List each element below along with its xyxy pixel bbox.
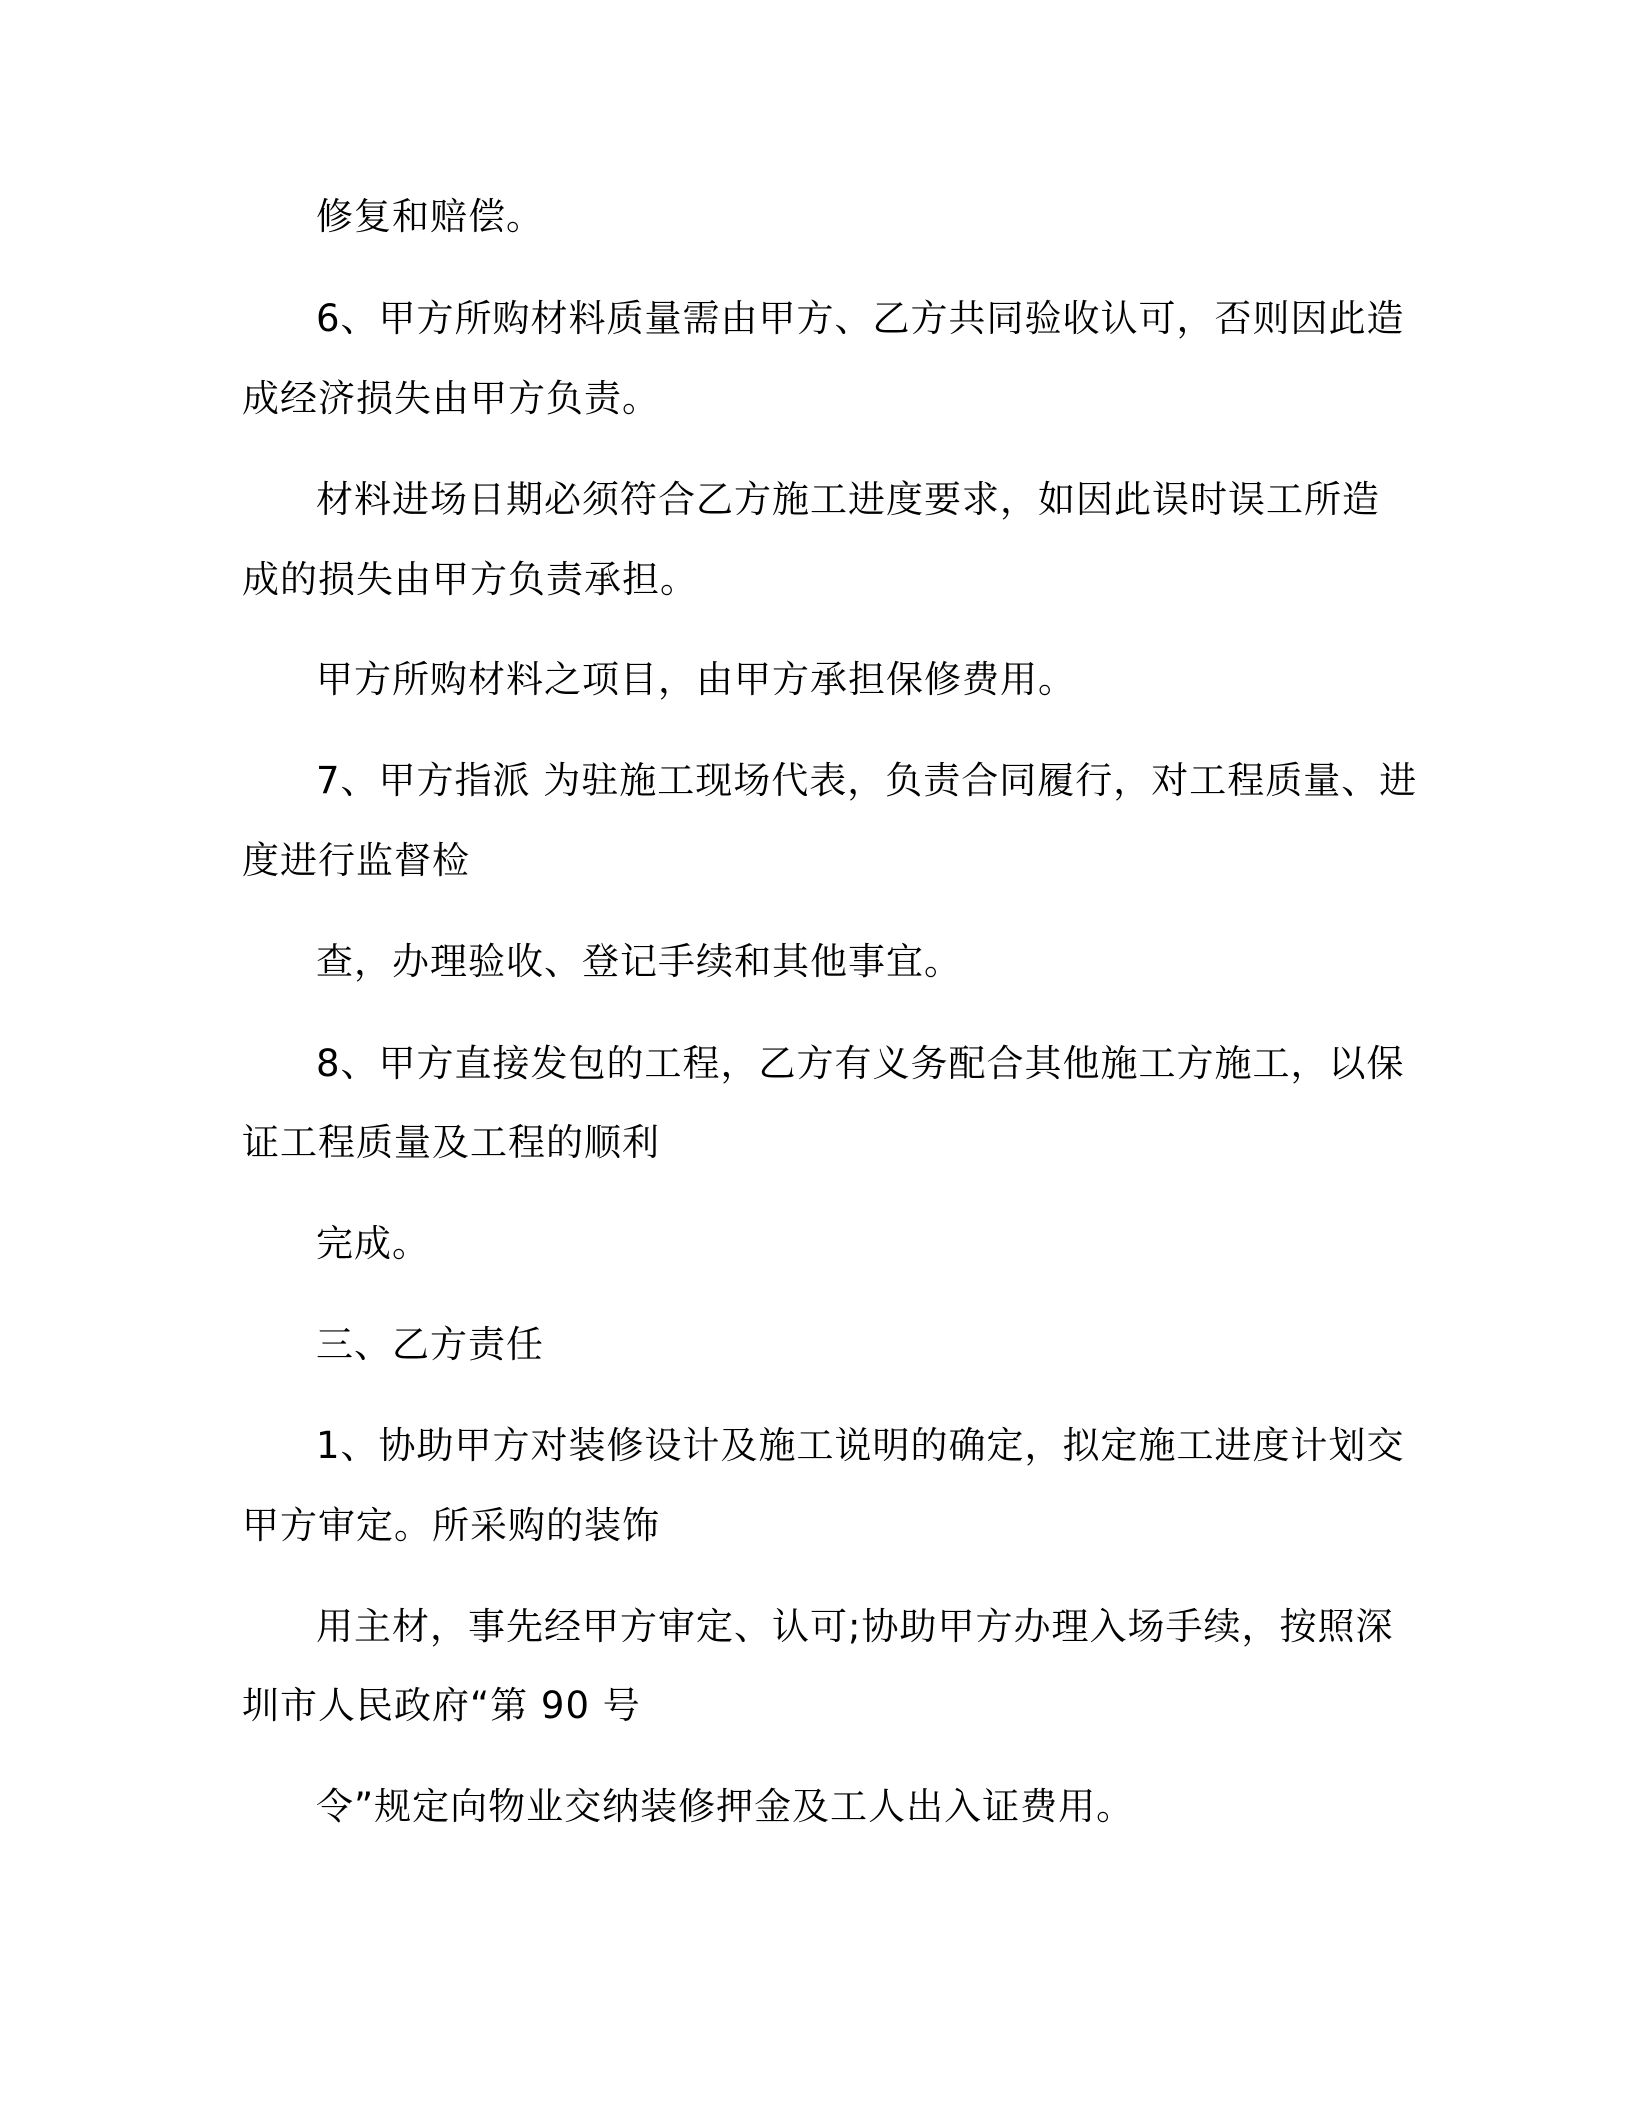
text-line: 甲方审定。所采购的装饰	[242, 1504, 660, 1547]
text-line: 1、协助甲方对装修设计及施工说明的确定，拟定施工进度计划交	[316, 1424, 1405, 1467]
text-line: 证工程质量及工程的顺利	[242, 1121, 660, 1164]
text-line: 甲方所购材料之项目，由甲方承担保修费用。	[316, 658, 1076, 701]
text-line: 材料进场日期必须符合乙方施工进度要求，如因此误时误工所造	[316, 478, 1380, 521]
text-line: 8、甲方直接发包的工程，乙方有义务配合其他施工方施工，以保	[316, 1042, 1405, 1085]
text-line: 7、甲方指派 为驻施工现场代表，负责合同履行，对工程质量、进	[316, 759, 1418, 802]
text-line: 完成。	[316, 1222, 430, 1265]
text-line: 成的损失由甲方负责承担。	[242, 558, 698, 601]
text-line: 6、甲方所购材料质量需由甲方、乙方共同验收认可，否则因此造	[316, 297, 1405, 340]
text-line: 修复和赔偿。	[316, 195, 544, 238]
text-line: 用主材，事先经甲方审定、认可;协助甲方办理入场手续，按照深	[316, 1605, 1394, 1648]
text-line: 成经济损失由甲方负责。	[242, 377, 660, 420]
text-line: 圳市人民政府“第 90 号	[242, 1684, 641, 1727]
text-line: 度进行监督检	[242, 839, 470, 882]
section-heading: 三、乙方责任	[316, 1323, 544, 1366]
text-line: 查，办理验收、登记手续和其他事宜。	[316, 940, 962, 983]
text-line: 令”规定向物业交纳装修押金及工人出入证费用。	[316, 1785, 1135, 1828]
